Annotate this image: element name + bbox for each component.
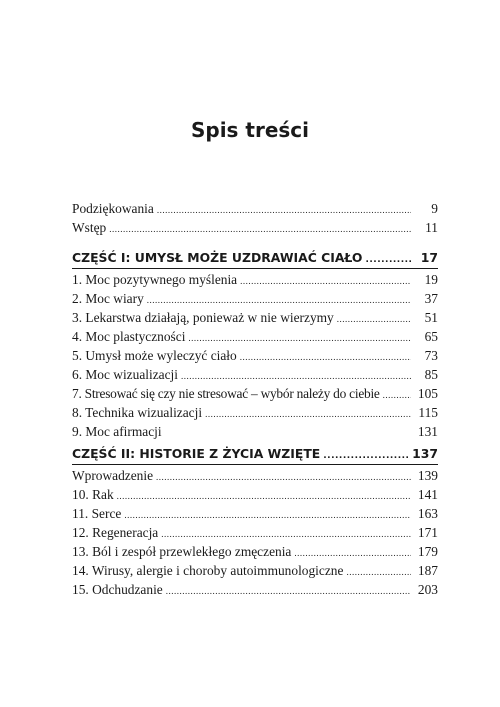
toc-entry-label: 10. Rak — [72, 487, 114, 502]
toc-entry-page: 187 — [417, 563, 438, 578]
toc-entry-label: 15. Odchudzanie — [72, 582, 163, 597]
dot-leader — [240, 272, 411, 291]
toc-entry-page: 11 — [425, 220, 438, 235]
toc-entry-page: 141 — [417, 487, 438, 502]
toc-entry-label: Wprowadzenie — [72, 468, 154, 483]
toc-entry-page: 73 — [424, 348, 438, 363]
dot-leader — [109, 220, 411, 239]
toc-entry[interactable] — [72, 346, 438, 365]
toc-entry[interactable] — [72, 542, 438, 561]
toc-entry-label: 4. Moc plastyczności — [72, 329, 186, 344]
toc-entry-page: 131 — [417, 424, 438, 439]
toc-entry[interactable] — [72, 289, 438, 308]
toc-entry-label: Podziękowania — [72, 201, 154, 216]
toc-part-1 — [72, 247, 438, 441]
toc-entry[interactable] — [72, 523, 438, 542]
toc-entry-label: 8. Technika wizualizacji — [72, 405, 203, 420]
part-heading[interactable] — [72, 247, 438, 268]
toc-intro — [72, 199, 438, 237]
toc-entry-page: 37 — [424, 291, 438, 306]
dot-leader — [117, 487, 411, 506]
dot-leader — [337, 310, 411, 329]
dot-leader — [166, 582, 411, 601]
dot-leader — [323, 446, 409, 467]
toc-entry[interactable] — [72, 561, 438, 580]
part-heading-label: CZĘŚĆ II: HISTORIE Z ŻYCIA WZIĘTE — [72, 446, 321, 461]
toc-entry-label: 3. Lekarstwa działają, ponieważ w nie wierzymy — [72, 310, 334, 325]
toc-entry-page: 19 — [424, 272, 438, 287]
toc-entry-page: 171 — [417, 525, 438, 540]
toc-entry-page: 179 — [417, 544, 438, 559]
dot-leader — [365, 250, 411, 271]
dot-leader — [383, 386, 411, 405]
dot-leader — [240, 348, 411, 367]
toc-entry[interactable] — [72, 199, 438, 218]
toc-part-2 — [72, 443, 438, 599]
toc-entry-label: 9. Moc afirmacji — [72, 424, 162, 439]
page-title: Spis treści — [190, 118, 310, 142]
toc-entry[interactable] — [72, 270, 438, 289]
toc-entry-label: 13. Ból i zespół przewlekłego zmęczenia — [72, 544, 292, 559]
toc-entry-label: 6. Moc wizualizacji — [72, 367, 178, 382]
toc-entry-page: 105 — [417, 386, 438, 401]
dot-leader — [157, 201, 411, 220]
toc-entry-page: 85 — [424, 367, 438, 382]
toc-entry-label: 11. Serce — [72, 506, 122, 521]
toc-entry[interactable] — [72, 580, 438, 599]
toc-entry-label: 2. Moc wiary — [72, 291, 144, 306]
toc-entry-label: 5. Umysł może wyleczyć ciało — [72, 348, 237, 363]
dot-leader — [156, 468, 411, 487]
toc-entry[interactable] — [72, 422, 438, 441]
dot-leader — [346, 563, 411, 582]
toc-entry-page: 115 — [418, 405, 438, 420]
dot-leader — [205, 405, 411, 424]
toc-entry[interactable] — [72, 403, 438, 422]
toc-entry-label: Wstęp — [72, 220, 107, 235]
toc-entry-label: 12. Regeneracja — [72, 525, 159, 540]
toc-entry[interactable] — [72, 485, 438, 504]
toc-entry-page: 203 — [417, 582, 438, 597]
toc-entry-page: 139 — [417, 468, 438, 483]
part-heading-label: CZĘŚĆ I: UMYSŁ MOŻE UZDRAWIAĆ CIAŁO — [72, 250, 363, 265]
part-heading-page: 137 — [412, 446, 438, 461]
toc-entry-label: 14. Wirusy, alergie i choroby autoimmunologiczne — [72, 563, 344, 578]
toc-entry[interactable] — [72, 365, 438, 384]
part-heading-page: 17 — [420, 250, 438, 265]
toc-entry-page: 51 — [424, 310, 438, 325]
part-heading[interactable] — [72, 443, 438, 464]
toc-entry-page: 163 — [417, 506, 438, 521]
toc-entry-label: 7. Stresować się czy nie stresować – wybór należy do ciebie — [72, 386, 380, 401]
toc-entry[interactable] — [72, 384, 438, 403]
toc-entry-page: 65 — [424, 329, 438, 344]
dot-leader — [124, 506, 411, 525]
toc-entry[interactable] — [72, 308, 438, 327]
toc-entry-page: 9 — [431, 201, 438, 216]
toc-entry[interactable] — [72, 218, 438, 237]
toc-entry-label: 1. Moc pozytywnego myślenia — [72, 272, 238, 287]
toc-entry[interactable] — [72, 327, 438, 346]
toc-entry[interactable] — [72, 504, 438, 523]
toc-entry[interactable] — [72, 466, 438, 485]
